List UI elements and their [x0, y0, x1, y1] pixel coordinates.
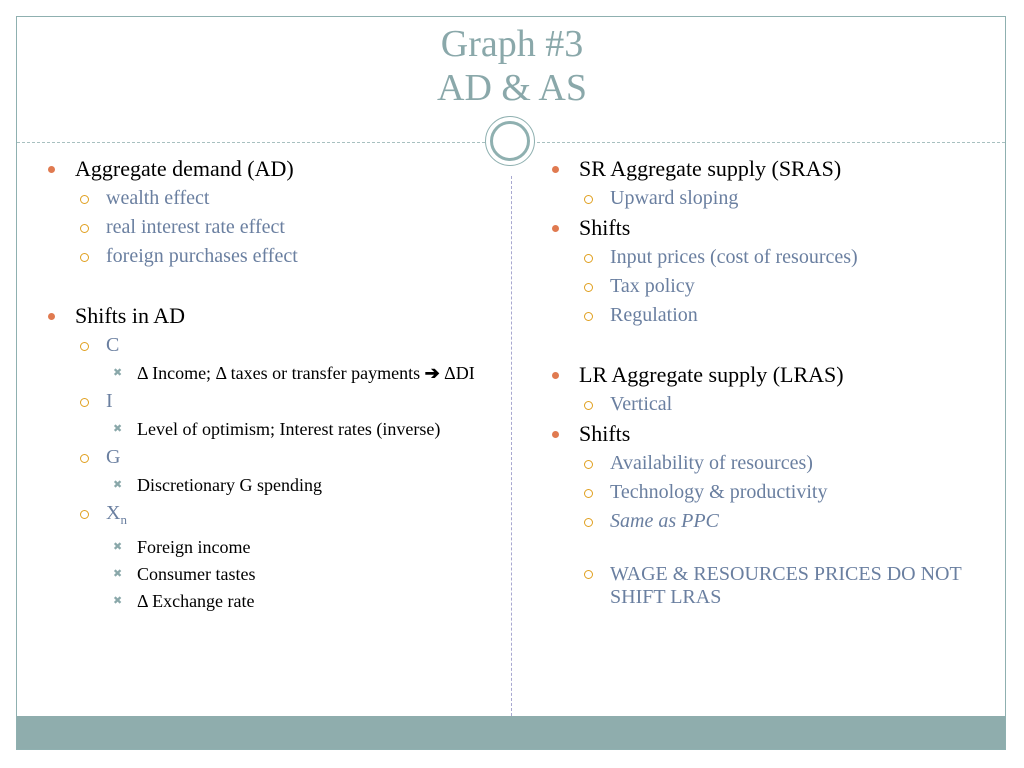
list-item: Technology & productivity: [552, 478, 982, 507]
list-item: Regulation: [552, 301, 982, 330]
circle-bullet-icon: [584, 460, 593, 469]
circle-bullet-icon: [584, 312, 593, 321]
slide-title: [0, 22, 1024, 110]
list-item: ✖ Consumer tastes: [113, 564, 256, 584]
list-item: Upward sloping: [552, 184, 982, 213]
circle-bullet-icon: [584, 283, 593, 292]
circle-bullet-icon: [584, 195, 593, 204]
circle-bullet-icon: [80, 398, 89, 407]
cross-bullet-icon: ✖: [113, 541, 123, 553]
circle-bullet-icon: [584, 518, 593, 527]
list-item: wealth effect: [48, 184, 488, 213]
circle-bullet-icon: [80, 195, 89, 204]
cross-bullet-icon: ✖: [113, 423, 123, 435]
cross-bullet-icon: ✖: [113, 479, 123, 491]
cross-bullet-icon: ✖: [113, 595, 123, 607]
list-item: Vertical: [552, 390, 982, 419]
circle-bullet-icon: [584, 401, 593, 410]
list-item: real interest rate effect: [48, 213, 488, 242]
circle-bullet-icon: [584, 254, 593, 263]
bullet-icon: [552, 372, 559, 379]
bullet-icon: [552, 431, 559, 438]
list-item: ✖ Foreign income: [113, 537, 251, 557]
list-item: Tax policy: [552, 272, 982, 301]
sras-heading: SR Aggregate supply (SRAS): [552, 154, 982, 184]
cross-bullet-icon: ✖: [113, 568, 123, 580]
list-item: ✖ Discretionary G spending: [113, 475, 322, 495]
title-line-1: Graph #3: [440, 23, 584, 65]
list-item: ✖ Δ Income; Δ taxes or transfer payments ➔ ΔDI: [113, 363, 475, 383]
shifts-heading: Shifts: [552, 213, 982, 243]
list-item: foreign purchases effect: [48, 242, 488, 271]
column-divider: [511, 176, 512, 716]
list-item: Same as PPC: [552, 507, 982, 536]
ad-heading: Aggregate demand (AD): [48, 154, 488, 184]
lras-note: WAGE & RESOURCES PRICES DO NOT SHIFT LRAS: [552, 563, 982, 609]
circle-bullet-icon: [80, 342, 89, 351]
footer-bar: [17, 716, 1005, 749]
right-column: [552, 154, 982, 609]
list-item: I: [48, 387, 488, 416]
circle-bullet-icon: [80, 224, 89, 233]
list-item: C: [48, 331, 488, 360]
circle-bullet-icon: [80, 253, 89, 262]
bullet-icon: [48, 313, 55, 320]
list-item: G: [48, 443, 488, 472]
list-item: Input prices (cost of resources): [552, 243, 982, 272]
list-item: Availability of resources): [552, 449, 982, 478]
bullet-icon: [48, 166, 55, 173]
lras-heading: LR Aggregate supply (LRAS): [552, 360, 982, 390]
shifts-in-ad-heading: Shifts in AD: [48, 301, 488, 331]
list-item: ✖ Level of optimism; Interest rates (inverse): [113, 419, 441, 439]
circle-bullet-icon: [80, 454, 89, 463]
shifts-heading: Shifts: [552, 419, 982, 449]
list-item: ✖ Δ Exchange rate: [113, 591, 255, 611]
circle-bullet-icon: [80, 510, 89, 519]
bullet-icon: [552, 225, 559, 232]
list-item: $X_n$: [48, 499, 488, 534]
bullet-icon: [552, 166, 559, 173]
left-column: [48, 154, 488, 615]
cross-bullet-icon: ✖: [113, 367, 123, 379]
title-line-2: AD & AS: [437, 67, 587, 109]
circle-bullet-icon: [584, 570, 593, 579]
circle-bullet-icon: [584, 489, 593, 498]
divider-circle-ornament: [485, 116, 535, 166]
